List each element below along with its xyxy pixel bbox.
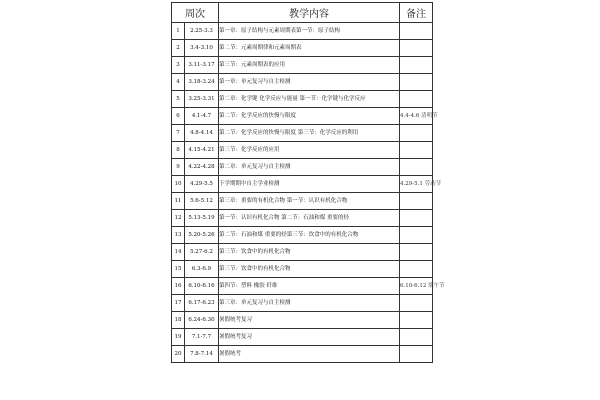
- week-number: 7: [172, 125, 185, 142]
- lesson-topic: 第三节：饮食中的有机化合物: [219, 261, 400, 278]
- lesson-topic: 第一章：单元复习与自主检测: [219, 74, 400, 91]
- note-cell: [400, 57, 433, 74]
- header-week: 周次: [172, 3, 219, 23]
- table-row: [172, 57, 433, 74]
- date-range: 2.25-3.3: [185, 23, 219, 40]
- table-row: [172, 312, 433, 329]
- note-cell: [400, 91, 433, 108]
- lesson-topic: 第二章：单元复习与自主检测: [219, 159, 400, 176]
- week-number: 5: [172, 91, 185, 108]
- week-number: 20: [172, 346, 185, 363]
- table-row: [172, 193, 433, 210]
- date-range: 5.27-6.2: [185, 244, 219, 261]
- week-number: 19: [172, 329, 185, 346]
- header-note: 备注: [400, 3, 433, 23]
- date-range: 4.8-4.14: [185, 125, 219, 142]
- lesson-topic: 第二节：元素周期律和元素周期表: [219, 40, 400, 57]
- note-cell: 4.4-4.6 清明节: [400, 108, 433, 125]
- week-number: 6: [172, 108, 185, 125]
- table-row: [172, 176, 433, 193]
- week-number: 10: [172, 176, 185, 193]
- header-content: 教学内容: [219, 3, 400, 23]
- date-range: 4.29-5.5: [185, 176, 219, 193]
- date-range: 5.13-5.19: [185, 210, 219, 227]
- date-range: 5.6-5.12: [185, 193, 219, 210]
- note-cell: 6.10-6.12 端午节: [400, 278, 433, 295]
- table-row: [172, 295, 433, 312]
- week-number: 18: [172, 312, 185, 329]
- week-number: 15: [172, 261, 185, 278]
- table-row: [172, 91, 433, 108]
- date-range: 6.17-6.23: [185, 295, 219, 312]
- lesson-topic: 第三章：单元复习与自主检测: [219, 295, 400, 312]
- table-header-row: [172, 3, 433, 23]
- week-number: 13: [172, 227, 185, 244]
- lesson-topic: 暑假统考复习: [219, 312, 400, 329]
- table-row: [172, 40, 433, 57]
- week-number: 1: [172, 23, 185, 40]
- date-range: 6.24-6.30: [185, 312, 219, 329]
- note-cell: [400, 261, 433, 278]
- lesson-topic: 第二节：化学反应的快慢与限度 第三节：化学反应的利用: [219, 125, 400, 142]
- table-row: [172, 278, 433, 295]
- table-row: [172, 23, 433, 40]
- week-number: 14: [172, 244, 185, 261]
- lesson-topic: 暑假统考: [219, 346, 400, 363]
- lesson-topic: 下学期期中自主学业检测: [219, 176, 400, 193]
- date-range: 6.10-6.16: [185, 278, 219, 295]
- note-cell: [400, 329, 433, 346]
- lesson-topic: 第三章：重要的有机化合物 第一节：认识有机化合物: [219, 193, 400, 210]
- date-range: 3.18-3.24: [185, 74, 219, 91]
- week-number: 4: [172, 74, 185, 91]
- lesson-topic: 第二章：化学键 化学反应与能量 第一节：化学键与化学反应: [219, 91, 400, 108]
- note-cell: [400, 193, 433, 210]
- week-number: 2: [172, 40, 185, 57]
- note-cell: [400, 74, 433, 91]
- week-number: 9: [172, 159, 185, 176]
- note-cell: [400, 142, 433, 159]
- week-number: 8: [172, 142, 185, 159]
- note-cell: [400, 125, 433, 142]
- date-range: 7.1-7.7: [185, 329, 219, 346]
- date-range: 4.15-4.21: [185, 142, 219, 159]
- date-range: 3.25-3.31: [185, 91, 219, 108]
- note-cell: 4.29-5.1 劳动节: [400, 176, 433, 193]
- table-row: [172, 261, 433, 278]
- date-range: 4.22-4.28: [185, 159, 219, 176]
- lesson-topic: 第二节：化学反应的快慢与限度: [219, 108, 400, 125]
- lesson-topic: 第一节：认识有机化合物 第二节：石油和煤 重要的烃: [219, 210, 400, 227]
- note-cell: [400, 40, 433, 57]
- table-row: [172, 125, 433, 142]
- week-number: 12: [172, 210, 185, 227]
- note-cell: [400, 346, 433, 363]
- teaching-schedule-table: [171, 2, 445, 363]
- table-row: [172, 227, 433, 244]
- lesson-topic: 第三节：饮食中的有机化合物: [219, 244, 400, 261]
- table-row: [172, 108, 433, 125]
- lesson-topic: 暑假统考复习: [219, 329, 400, 346]
- note-cell: [400, 295, 433, 312]
- date-range: 5.20-5.26: [185, 227, 219, 244]
- note-cell: [400, 227, 433, 244]
- note-cell: [400, 312, 433, 329]
- date-range: 4.1-4.7: [185, 108, 219, 125]
- date-range: 3.11-3.17: [185, 57, 219, 74]
- date-range: 7.8-7.14: [185, 346, 219, 363]
- table-row: [172, 244, 433, 261]
- table-row: [172, 142, 433, 159]
- lesson-topic: 第一章：原子结构与元素周期表第一节：原子结构: [219, 23, 400, 40]
- note-cell: [400, 244, 433, 261]
- lesson-topic: 第二节：石油和煤 重要的烃第三节：饮食中的有机化合物: [219, 227, 400, 244]
- week-number: 11: [172, 193, 185, 210]
- note-cell: [400, 23, 433, 40]
- date-range: 3.4-3.10: [185, 40, 219, 57]
- note-cell: [400, 210, 433, 227]
- week-number: 17: [172, 295, 185, 312]
- table-row: [172, 329, 433, 346]
- week-number: 3: [172, 57, 185, 74]
- note-cell: [400, 159, 433, 176]
- lesson-topic: 第四节：塑料 橡胶 纤维: [219, 278, 400, 295]
- table-row: [172, 159, 433, 176]
- week-number: 16: [172, 278, 185, 295]
- table-row: [172, 74, 433, 91]
- date-range: 6.3-6.9: [185, 261, 219, 278]
- lesson-topic: 第三节：元素周期表的应用: [219, 57, 400, 74]
- lesson-topic: 第三节：化学反应的应用: [219, 142, 400, 159]
- table-row: [172, 210, 433, 227]
- table-row: [172, 346, 433, 363]
